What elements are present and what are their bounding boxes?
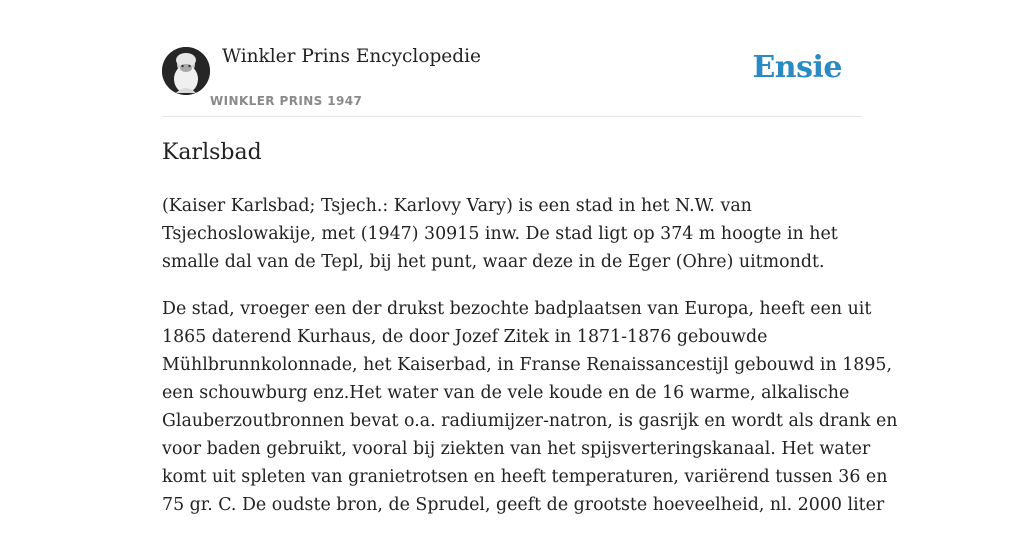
source-subtitle: WINKLER PRINS 1947 — [210, 94, 363, 108]
paragraph — [162, 192, 862, 276]
text-line: 1865 daterend Kurhaus, de door Jozef Zitek in 1871-1876 gebouwde — [162, 327, 768, 347]
source-header — [162, 0, 862, 117]
text-line: smalle dal van de Tepl, bij het punt, waar deze in de Eger (Ohre) uitmondt. — [162, 252, 825, 272]
text-line: voor baden gebruikt, vooral bij ziekten van het spijsverteringskanaal. Het water — [162, 439, 871, 459]
text-line: (Kaiser Karlsbad; Tsjech.: Karlovy Vary) is een stad in het N.W. van — [162, 196, 752, 216]
brand-logo[interactable]: Ensie — [752, 50, 842, 85]
text-line: 75 gr. C. De oudste bron, de Sprudel, geeft de grootste hoeveelheid, nl. 2000 liter — [162, 495, 885, 515]
text-line: Glauberzoutbronnen bevat o.a. radiumijzer-natron, is gasrijk en wordt als drank en — [162, 411, 898, 431]
source-title-link[interactable]: Winkler Prins Encyclopedie — [222, 46, 481, 67]
text-line: Tsjechoslowakije, met (1947) 30915 inw. De stad ligt op 374 m hoogte in het — [162, 224, 838, 244]
text-line: een schouwburg enz.Het water van de vele koude en de 16 warme, alkalische — [162, 383, 850, 403]
text-line: komt uit spleten van granietrotsen en heeft temperaturen, variërend tussen 36 en — [162, 467, 888, 487]
text-line: Mühlbrunnkolonnade, het Kaiserbad, in Franse Renaissancestijl gebouwd in 1895, — [162, 355, 893, 375]
avatar[interactable] — [162, 47, 210, 95]
text-line: De stad, vroeger een der drukst bezochte badplaatsen van Europa, heeft een uit — [162, 299, 872, 319]
bearded-man-portrait-icon — [162, 47, 210, 95]
article-body — [162, 192, 898, 538]
paragraph — [162, 295, 898, 519]
page — [162, 0, 898, 515]
article-title: Karlsbad — [162, 140, 262, 165]
